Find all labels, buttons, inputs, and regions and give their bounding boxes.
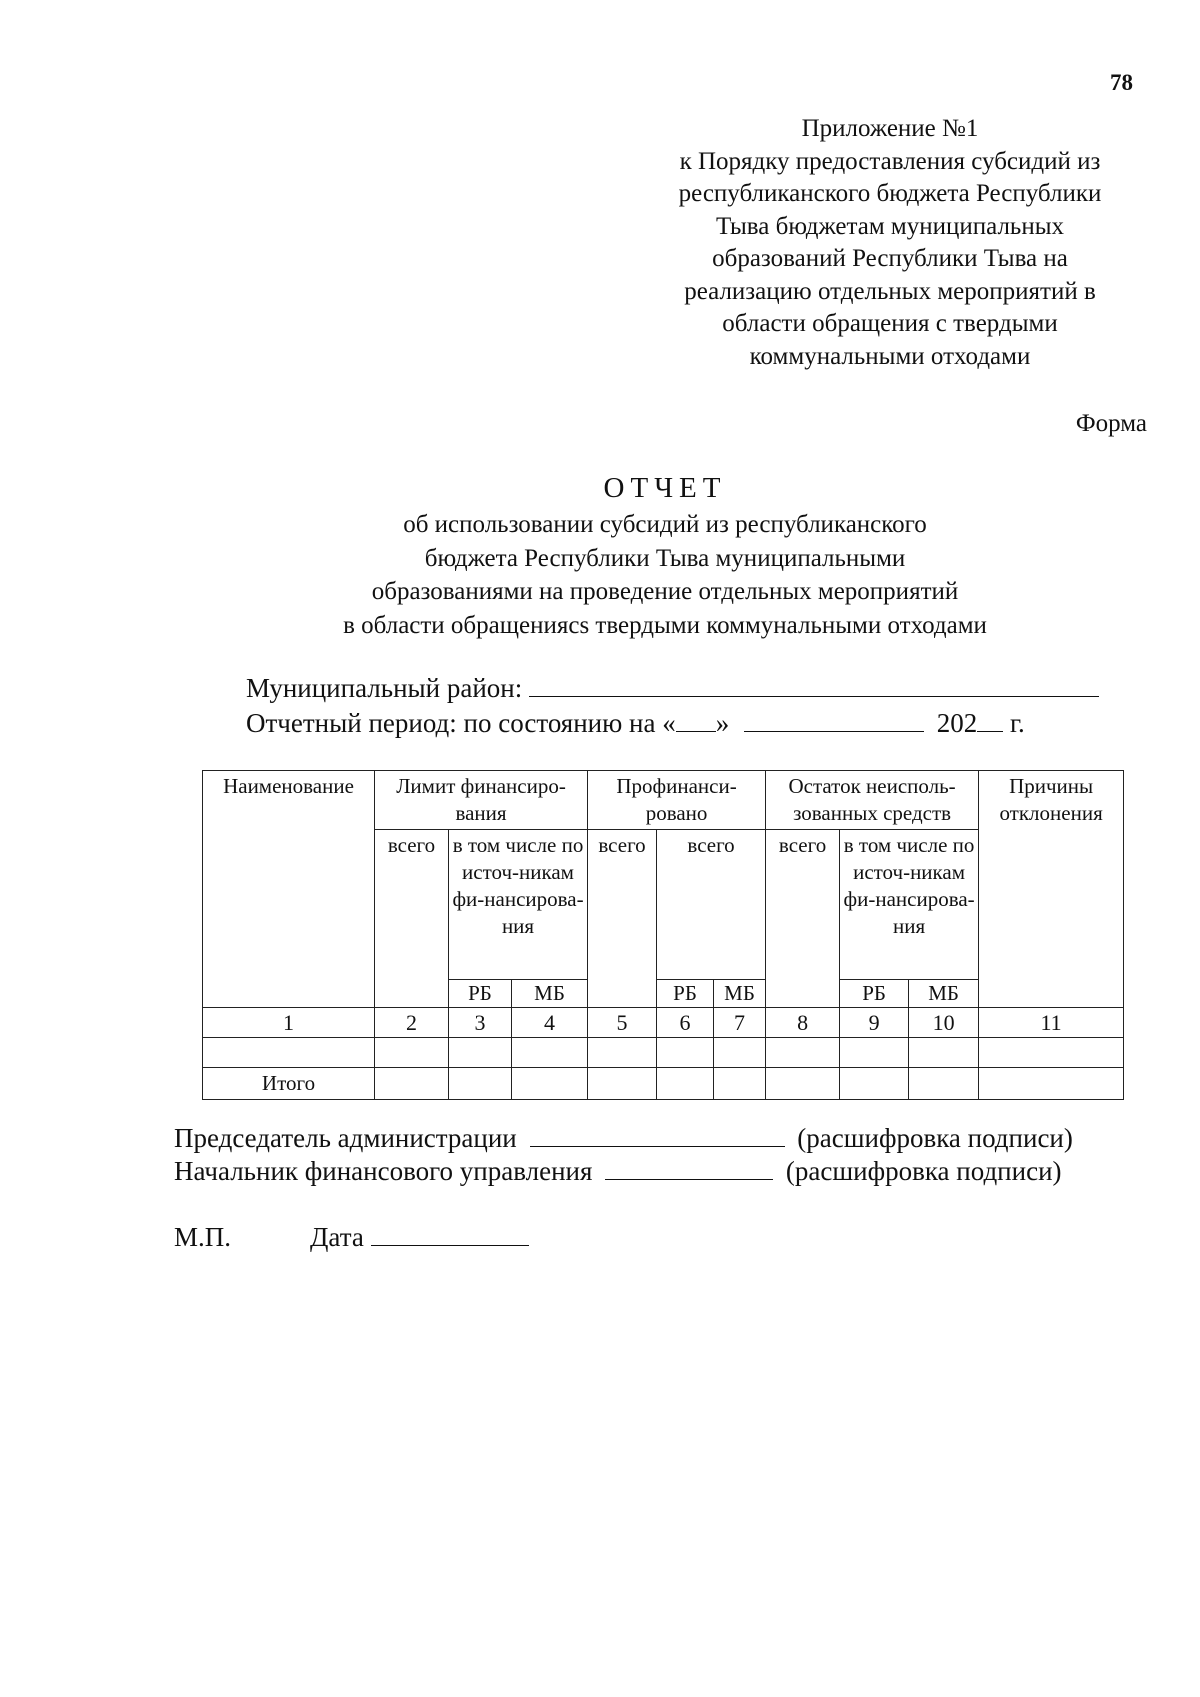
table-cell xyxy=(766,1068,840,1100)
subheader-mb: МБ xyxy=(714,980,766,1008)
date-blank xyxy=(371,1223,529,1246)
subheader-including: в том числе по источ-никам фи-нансирова-ния xyxy=(449,830,588,980)
appendix-line: республиканского бюджета Республики xyxy=(678,180,1102,207)
total-row xyxy=(203,1068,1124,1100)
report-subtitle xyxy=(0,508,1200,642)
finance-signature-blank xyxy=(605,1157,773,1180)
period-day-blank xyxy=(676,709,716,732)
chairman-signature-blank xyxy=(530,1124,785,1147)
column-number: 8 xyxy=(766,1008,840,1038)
subheader-rb: РБ xyxy=(449,980,512,1008)
column-number: 1 xyxy=(203,1008,375,1038)
table-cell xyxy=(449,1068,512,1100)
period-label: Отчетный период: по состоянию на « xyxy=(246,708,676,738)
table-header-row xyxy=(203,771,1124,830)
subheader-total: всего xyxy=(588,830,657,1008)
finance-signature-line xyxy=(174,1156,1062,1187)
table-cell xyxy=(449,1038,512,1068)
table-cell xyxy=(588,1068,657,1100)
period-quote-close: » xyxy=(715,708,730,738)
column-number: 7 xyxy=(714,1008,766,1038)
period-year-prefix: 202 xyxy=(936,708,978,738)
date-label: Дата xyxy=(310,1222,364,1252)
district-field xyxy=(246,673,1099,704)
table-cell xyxy=(909,1038,979,1068)
period-month-blank xyxy=(744,709,924,732)
column-number-row xyxy=(203,1008,1124,1038)
subheader-mb: МБ xyxy=(512,980,588,1008)
district-label: Муниципальный район: xyxy=(246,673,523,703)
appendix-line: области обращения с твердыми xyxy=(722,310,1058,337)
column-number: 3 xyxy=(449,1008,512,1038)
table-cell xyxy=(375,1068,449,1100)
header-reasons: Причины отклонения xyxy=(979,771,1124,1008)
header-name: Наименование xyxy=(203,771,375,1008)
chairman-label: Председатель администрации xyxy=(174,1123,517,1153)
column-number: 2 xyxy=(375,1008,449,1038)
subtitle-line: в области обращениясs твердыми коммунальными отходами xyxy=(343,611,987,639)
subheader-mb: МБ xyxy=(909,980,979,1008)
period-field xyxy=(246,708,1025,739)
chairman-hint: (расшифровка подписи) xyxy=(797,1123,1073,1153)
table-cell xyxy=(714,1038,766,1068)
finance-hint: (расшифровка подписи) xyxy=(785,1156,1062,1186)
header-remainder: Остаток неисполь-зованных средств xyxy=(766,771,979,830)
table-cell xyxy=(657,1068,714,1100)
subheader-total: всего xyxy=(766,830,840,1008)
appendix-caption xyxy=(640,113,1140,373)
table-cell xyxy=(766,1038,840,1068)
appendix-line: образований Республики Тыва на xyxy=(712,245,1068,272)
table-cell xyxy=(840,1068,909,1100)
district-blank xyxy=(529,674,1099,697)
stamp-label: М.П. xyxy=(174,1222,232,1252)
report-title: ОТЧЕТ xyxy=(603,472,727,504)
column-number: 4 xyxy=(512,1008,588,1038)
table-cell xyxy=(203,1038,375,1068)
header-financed: Профинанси-ровано xyxy=(588,771,766,830)
period-year-suffix: г. xyxy=(1003,708,1025,738)
appendix-line: к Порядку предоставления субсидий из xyxy=(679,147,1101,175)
subtitle-line: бюджета Республики Тыва муниципальными xyxy=(424,544,906,572)
table-cell xyxy=(512,1068,588,1100)
page-number: 78 xyxy=(1110,70,1133,95)
date-field xyxy=(310,1222,529,1253)
report-table xyxy=(202,770,1124,1100)
appendix-line: коммунальными отходами xyxy=(749,342,1031,370)
table-cell xyxy=(714,1068,766,1100)
finance-label: Начальник финансового управления xyxy=(174,1156,593,1186)
total-row-label: Итого xyxy=(203,1068,375,1100)
table-row xyxy=(203,1038,1124,1068)
subtitle-line: об использовании субсидий из республиканского xyxy=(403,511,927,538)
column-number: 5 xyxy=(588,1008,657,1038)
chairman-signature-line xyxy=(174,1123,1073,1154)
appendix-line: Тыва бюджетам муниципальных xyxy=(715,212,1064,240)
appendix-line: Приложение №1 xyxy=(801,115,979,142)
subheader-rb: РБ xyxy=(840,980,909,1008)
table-cell xyxy=(375,1038,449,1068)
column-number: 11 xyxy=(979,1008,1124,1038)
table-cell xyxy=(979,1038,1124,1068)
table-cell xyxy=(657,1038,714,1068)
column-number: 10 xyxy=(909,1008,979,1038)
header-limit: Лимит финансиро-вания xyxy=(375,771,588,830)
form-label: Форма xyxy=(1075,410,1147,437)
table-cell xyxy=(840,1038,909,1068)
table-cell xyxy=(588,1038,657,1068)
table-cell xyxy=(979,1068,1124,1100)
period-year-blank xyxy=(977,709,1003,732)
column-number: 9 xyxy=(840,1008,909,1038)
appendix-line: реализацию отдельных мероприятий в xyxy=(684,277,1096,305)
subheader-total: всего xyxy=(375,830,449,1008)
table-cell xyxy=(909,1068,979,1100)
subtitle-line: образованиями на проведение отдельных мероприятий xyxy=(371,578,959,605)
subheader-rb: РБ xyxy=(657,980,714,1008)
table-cell xyxy=(512,1038,588,1068)
subheader-including: в том числе по источ-никам фи-нансирова-ния xyxy=(840,830,979,980)
subheader-total: всего xyxy=(657,830,766,980)
column-number: 6 xyxy=(657,1008,714,1038)
